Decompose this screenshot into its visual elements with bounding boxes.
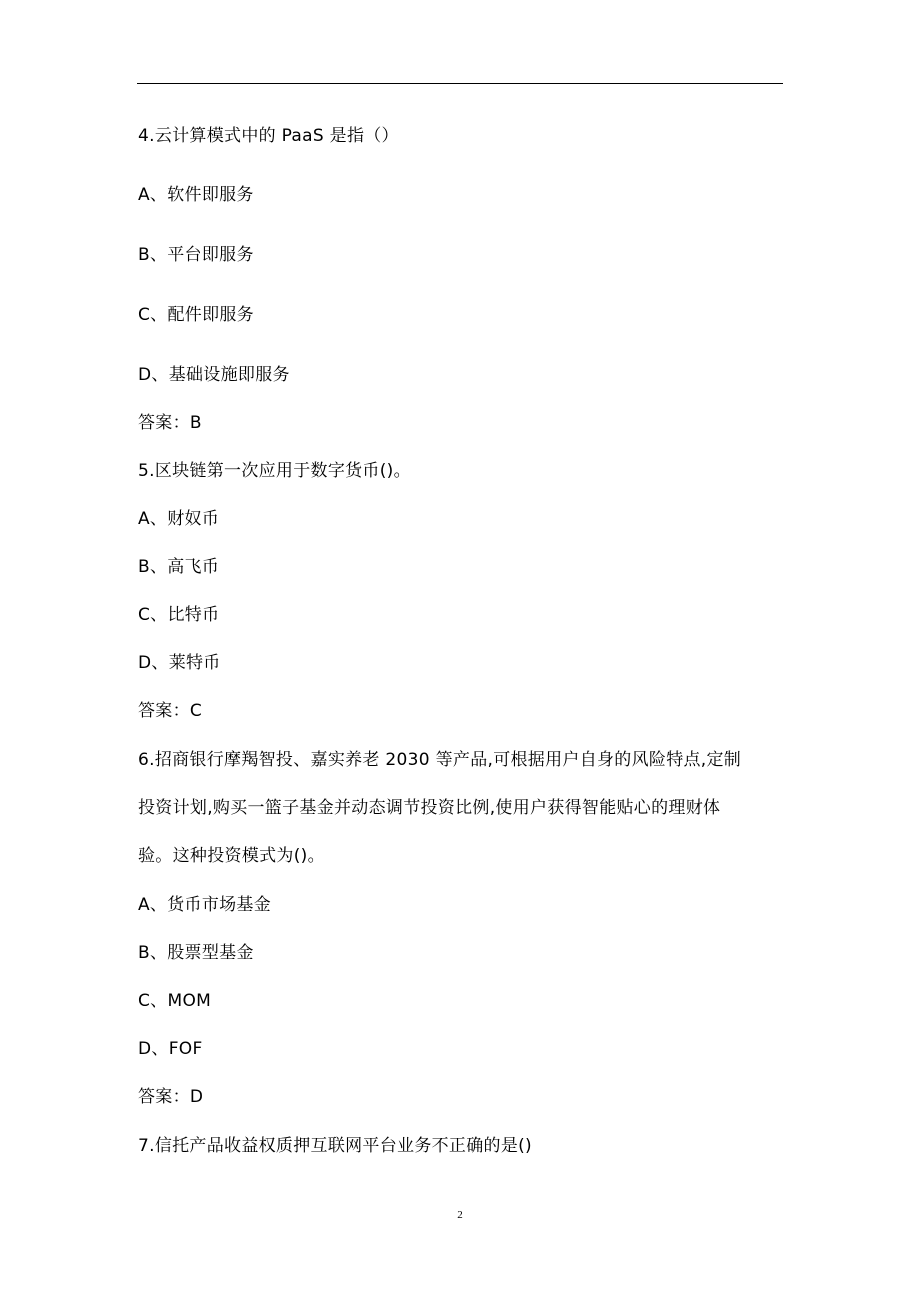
question-6-stem-line-1: 6.招商银行摩羯智投、嘉实养老 2030 等产品,可根据用户自身的风险特点,定制 — [138, 750, 742, 770]
question-7-stem: 7.信托产品收益权质押互联网平台业务不正确的是() — [138, 1136, 532, 1156]
question-6-answer: 答案：D — [138, 1087, 204, 1107]
question-6-stem-line-2: 投资计划,购买一篮子基金并动态调节投资比例,使用户获得智能贴心的理财体 — [138, 798, 721, 818]
question-4-answer: 答案：B — [138, 413, 202, 433]
question-5-stem: 5.区块链第一次应用于数字货币()。 — [138, 461, 411, 481]
header-rule — [137, 83, 783, 84]
question-6-option-b: B、股票型基金 — [138, 943, 254, 963]
question-5-option-c: C、比特币 — [138, 605, 220, 625]
question-6-option-d: D、FOF — [138, 1039, 203, 1059]
question-5-option-a: A、财奴币 — [138, 509, 220, 529]
question-6-option-c: C、MOM — [138, 991, 212, 1011]
question-4-option-d: D、基础设施即服务 — [138, 365, 290, 385]
question-4-stem: 4.云计算模式中的 PaaS 是指（） — [138, 126, 399, 146]
question-4-option-c: C、配件即服务 — [138, 305, 254, 325]
question-5-option-d: D、莱特币 — [138, 653, 221, 673]
question-5-option-b: B、高飞币 — [138, 557, 220, 577]
question-4-option-a: A、软件即服务 — [138, 185, 254, 205]
question-5-answer: 答案：C — [138, 701, 203, 721]
question-6-stem-line-3: 验。这种投资模式为()。 — [138, 846, 325, 866]
page-number: 2 — [457, 1209, 463, 1221]
question-6-option-a: A、货币市场基金 — [138, 895, 272, 915]
question-4-option-b: B、平台即服务 — [138, 245, 254, 265]
